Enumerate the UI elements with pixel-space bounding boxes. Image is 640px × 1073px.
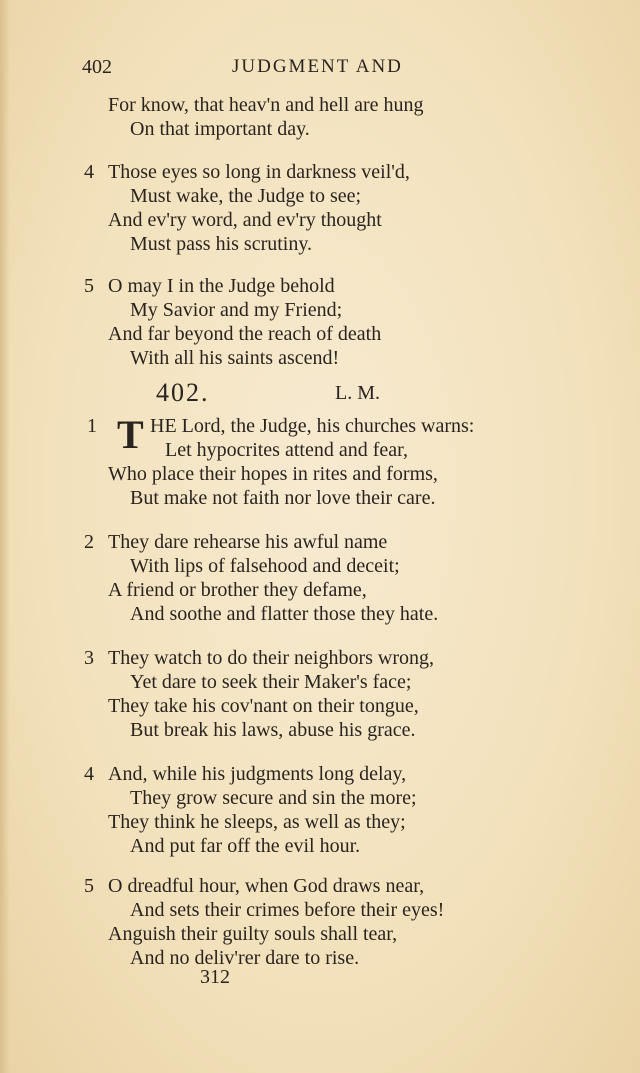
verse-line: And no deliv'rer dare to rise. bbox=[130, 947, 360, 969]
verse-line: They dare rehearse his awful name bbox=[108, 531, 388, 553]
verse-line: They take his cov'nant on their tongue, bbox=[108, 695, 419, 717]
verse-line: A friend or brother they defame, bbox=[108, 579, 367, 601]
verse-line: But make not faith nor love their care. bbox=[130, 487, 436, 509]
verse-line: Must pass his scrutiny. bbox=[130, 233, 313, 255]
stanza-number: 3 bbox=[84, 647, 94, 669]
running-title: JUDGMENT AND bbox=[232, 56, 403, 77]
verse-line: O may I in the Judge behold bbox=[108, 275, 335, 297]
signature-mark: 312 bbox=[200, 966, 230, 988]
hymn-number: 402. bbox=[156, 378, 210, 407]
stanza-number: 5 bbox=[84, 275, 94, 297]
verse-line: And sets their crimes before their eyes! bbox=[130, 899, 445, 921]
stanza-number: 1 bbox=[87, 415, 97, 437]
hymn-meter: L. M. bbox=[335, 382, 380, 404]
verse-line: With lips of falsehood and deceit; bbox=[130, 555, 400, 577]
page-header bbox=[82, 56, 422, 84]
drop-cap: T bbox=[117, 412, 144, 457]
verse-line: Must wake, the Judge to see; bbox=[130, 185, 362, 207]
stanza-number: 2 bbox=[84, 531, 94, 553]
verse-line: Who place their hopes in rites and forms, bbox=[108, 463, 438, 485]
verse-line: They grow secure and sin the more; bbox=[130, 787, 417, 809]
verse-line: HE Lord, the Judge, his churches warns: bbox=[150, 415, 475, 437]
verse-line: And, while his judgments long delay, bbox=[108, 763, 407, 785]
verse-line: With all his saints ascend! bbox=[130, 347, 340, 369]
verse-line: Yet dare to seek their Maker's face; bbox=[130, 671, 412, 693]
verse-line: They think he sleeps, as well as they; bbox=[108, 811, 406, 833]
verse-line: My Savior and my Friend; bbox=[130, 299, 343, 321]
hymn-heading bbox=[0, 378, 640, 412]
verse-line: They watch to do their neighbors wrong, bbox=[108, 647, 435, 669]
verse-line: And ev'ry word, and ev'ry thought bbox=[108, 209, 382, 231]
verse-line: Those eyes so long in darkness veil'd, bbox=[108, 161, 410, 183]
verse-line: O dreadful hour, when God draws near, bbox=[108, 875, 425, 897]
verse-line: And soothe and flatter those they hate. bbox=[130, 603, 439, 625]
verse-line: Anguish their guilty souls shall tear, bbox=[108, 923, 398, 945]
verse-line: And far beyond the reach of death bbox=[108, 323, 382, 345]
page-number: 402 bbox=[82, 56, 112, 78]
verse-line: But break his laws, abuse his grace. bbox=[130, 719, 416, 741]
verse-line: On that important day. bbox=[130, 118, 310, 140]
stanza-number: 4 bbox=[84, 161, 94, 183]
verse-line: And put far off the evil hour. bbox=[130, 835, 361, 857]
verse-line: Let hypocrites attend and fear, bbox=[165, 439, 408, 461]
stanza-number: 5 bbox=[84, 875, 94, 897]
stanza-number: 4 bbox=[84, 763, 94, 785]
verse-line: For know, that heav'n and hell are hung bbox=[108, 94, 424, 116]
